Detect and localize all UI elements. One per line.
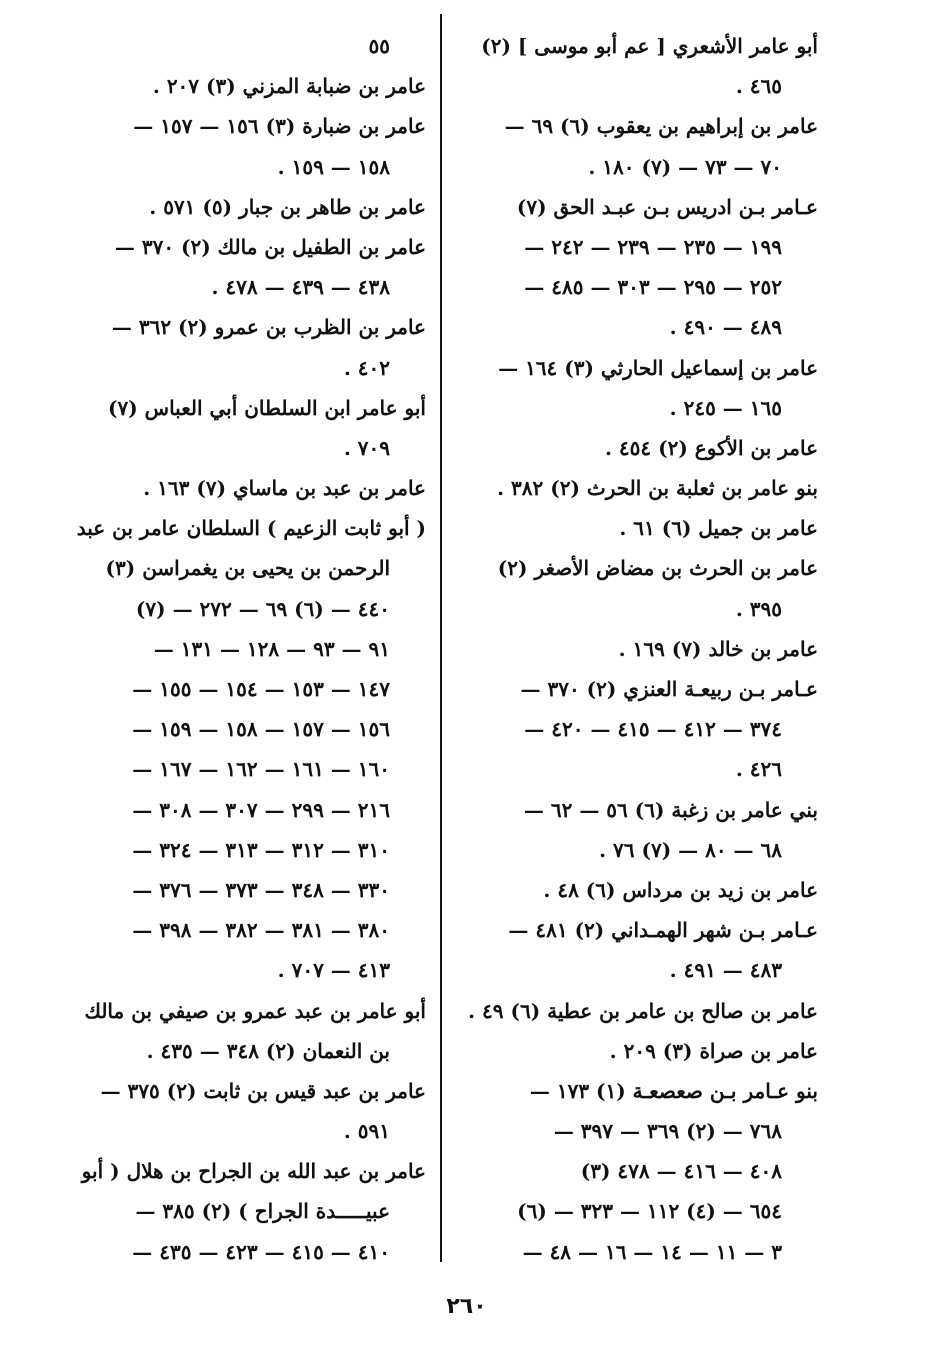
index-entry-line: أبو عامر ابن السلطان أبي العباس (٧): [108, 395, 426, 420]
index-entry-line: ٤١٣ — ٧٠٧ .: [277, 958, 390, 983]
index-entry-line: ٤٤٠ — (٦) ٦٩ — ٢٧٢ — (٧): [135, 596, 390, 621]
index-entry-line: ١٥٦ — ١٥٧ — ١٥٨ — ١٥٩ —: [132, 717, 390, 742]
index-entry-line: ٤٠٢ .: [343, 355, 390, 380]
index-entry-line: ٣٧٤ — ٤١٢ — ٤١٥ — ٤٢٠ —: [524, 717, 782, 742]
column-divider: [440, 14, 442, 1262]
index-column-right: [462, 26, 818, 1272]
index-entry-line: الرحمن بن يحيى بن يغمراسن (٣): [105, 556, 390, 581]
index-entry-line: أبو عامر الأشعري [ عم أبو موسى ] (٢): [481, 34, 818, 58]
index-entry-line: عبيـــــدة الجراح ) (٢) ٣٨٥ —: [135, 1199, 390, 1224]
index-entry-line: ٣ — ١١ — ١٤ — ١٦ — ٤٨ —: [522, 1239, 782, 1264]
index-entry-line: ٤٨٣ — ٤٩١ .: [669, 958, 782, 983]
index-entry-line: ٦٥٤ — (٤) ١١٢ — ٣٢٣ — (٦): [517, 1199, 782, 1224]
index-entry-line: عامر بن ضبابة المزني (٣) ٢٠٧ .: [152, 74, 426, 99]
index-entry-line: عامر بن صالح بن عامر بن عطية (٦) ٤٩ .: [468, 998, 818, 1023]
index-entry-line: عامر بن إبراهيم بن يعقوب (٦) ٦٩ —: [504, 114, 818, 139]
index-entry-line: ٢٥٢ — ٢٩٥ — ٣٠٣ — ٤٨٥ —: [524, 275, 782, 300]
index-entry-line: ٥٥: [368, 34, 390, 58]
index-entry-line: ٤٢٦ .: [735, 757, 782, 782]
index-entry-line: ١٥٨ — ١٥٩ .: [277, 154, 390, 179]
index-entry-line: ٣١٠ — ٣١٢ — ٣١٣ — ٣٢٤ —: [132, 837, 390, 862]
index-entry-line: ١٤٧ — ١٥٣ — ١٥٤ — ١٥٥ —: [132, 677, 390, 701]
index-entry-line: عامر بن الطفيل بن مالك (٢) ٣٧٠ —: [114, 234, 426, 259]
index-entry-line: ١٦٠ — ١٦١ — ١٦٢ — ١٦٧ —: [132, 757, 390, 782]
index-entry-line: ٤٣٨ — ٤٣٩ — ٤٧٨ .: [211, 275, 390, 300]
index-entry-line: عـامر بـن شهر الهمـداني (٢) ٤٨١ —: [508, 918, 818, 943]
index-entry-line: ٤٠٨ — ٤١٦ — ٤٧٨ (٣): [580, 1159, 782, 1184]
index-entry-line: عامر بن صراة (٣) ٢٠٩ .: [609, 1038, 818, 1063]
index-entry-line: أبو عامر بن عبد عمرو بن صيفي بن مالك: [84, 998, 426, 1023]
index-entry-line: عـامر بـن ربيعـة العنزي (٢) ٣٧٠ —: [520, 677, 818, 701]
index-entry-line: ٧٠٩ .: [343, 435, 390, 460]
index-entry-line: عامر بن الأكوع (٢) ٤٥٤ .: [604, 435, 818, 460]
index-entry-line: ١٩٩ — ٢٣٥ — ٢٣٩ — ٢٤٢ —: [524, 234, 782, 259]
index-entry-line: ٣٨٠ — ٣٨١ — ٣٨٢ — ٣٩٨ —: [132, 918, 390, 943]
index-entry-line: عامر بن زيد بن مرداس (٦) ٤٨ .: [543, 877, 818, 902]
index-entry-line: عامر بن الظرب بن عمرو (٢) ٣٦٢ —: [111, 315, 426, 340]
index-entry-line: بني عامر بن زغبة (٦) ٥٦ — ٦٢ —: [523, 797, 818, 822]
index-entry-line: بنو عامر بن ثعلبة بن الحرث (٢) ٣٨٢ .: [497, 476, 818, 501]
index-entry-line: ٤١٠ — ٤١٥ — ٤٢٣ — ٤٣٥ —: [132, 1239, 390, 1264]
index-entry-line: ٤٦٥ .: [735, 74, 782, 99]
index-entry-line: ٤٨٩ — ٤٩٠ .: [669, 315, 782, 340]
index-entry-line: عامر بن إسماعيل الحارثي (٣) ١٦٤ —: [498, 355, 818, 380]
index-entry-line: ٣٣٠ — ٣٤٨ — ٣٧٣ — ٣٧٦ —: [132, 877, 390, 902]
index-entry-line: عامر بن عبد قيس بن ثابت (٢) ٣٧٥ —: [100, 1078, 426, 1103]
index-entry-line: عامر بن جميل (٦) ٦١ .: [619, 516, 818, 541]
index-entry-line: عامر بن طاهر بن جبار (٥) ٥٧١ .: [149, 194, 426, 219]
index-entry-line: ٣٩٥ .: [735, 596, 782, 621]
index-entry-line: ٥٩١ .: [343, 1119, 390, 1144]
index-column-left: [70, 26, 426, 1272]
index-entry-line: عامر بن ضبارة (٣) ١٥٦ — ١٥٧ —: [133, 114, 426, 139]
index-entry-line: عامر بن الحرث بن مضاض الأصغر (٢): [497, 556, 818, 581]
index-entry-line: عامر بن عبد بن ماساي (٧) ١٦٣ .: [143, 476, 426, 501]
index-entry-line: ( أبو ثابت الزعيم ) السلطان عامر بن عبد: [76, 516, 426, 541]
index-entry-line: بنو عـامر بـن صعصعـة (١) ١٧٣ —: [529, 1078, 818, 1103]
index-entry-line: ١٦٥ — ٢٤٥ .: [669, 395, 782, 420]
index-entry-line: عـامر بـن ادريس بـن عبـد الحق (٧): [516, 194, 818, 219]
index-entry-line: ٩١ — ٩٣ — ١٢٨ — ١٣١ —: [153, 636, 390, 661]
page-number: ٢٦٠: [446, 1294, 487, 1319]
index-entry-line: عامر بن عبد الله بن الجراح بن هلال ( أبو: [81, 1159, 426, 1184]
index-entry-line: ٢١٦ — ٢٩٩ — ٣٠٧ — ٣٠٨ —: [132, 797, 390, 822]
index-entry-line: ٦٨ — ٨٠ — (٧) ٧٦ .: [599, 837, 782, 862]
index-entry-line: عامر بن خالد (٧) ١٦٩ .: [618, 636, 818, 661]
index-entry-line: ٧٦٨ — (٢) ٣٦٩ — ٣٩٧ —: [553, 1119, 782, 1144]
index-entry-line: ٧٠ — ٧٣ — (٧) ١٨٠ .: [588, 154, 782, 179]
index-entry-line: بن النعمان (٢) ٣٤٨ — ٤٣٥ .: [146, 1038, 390, 1063]
